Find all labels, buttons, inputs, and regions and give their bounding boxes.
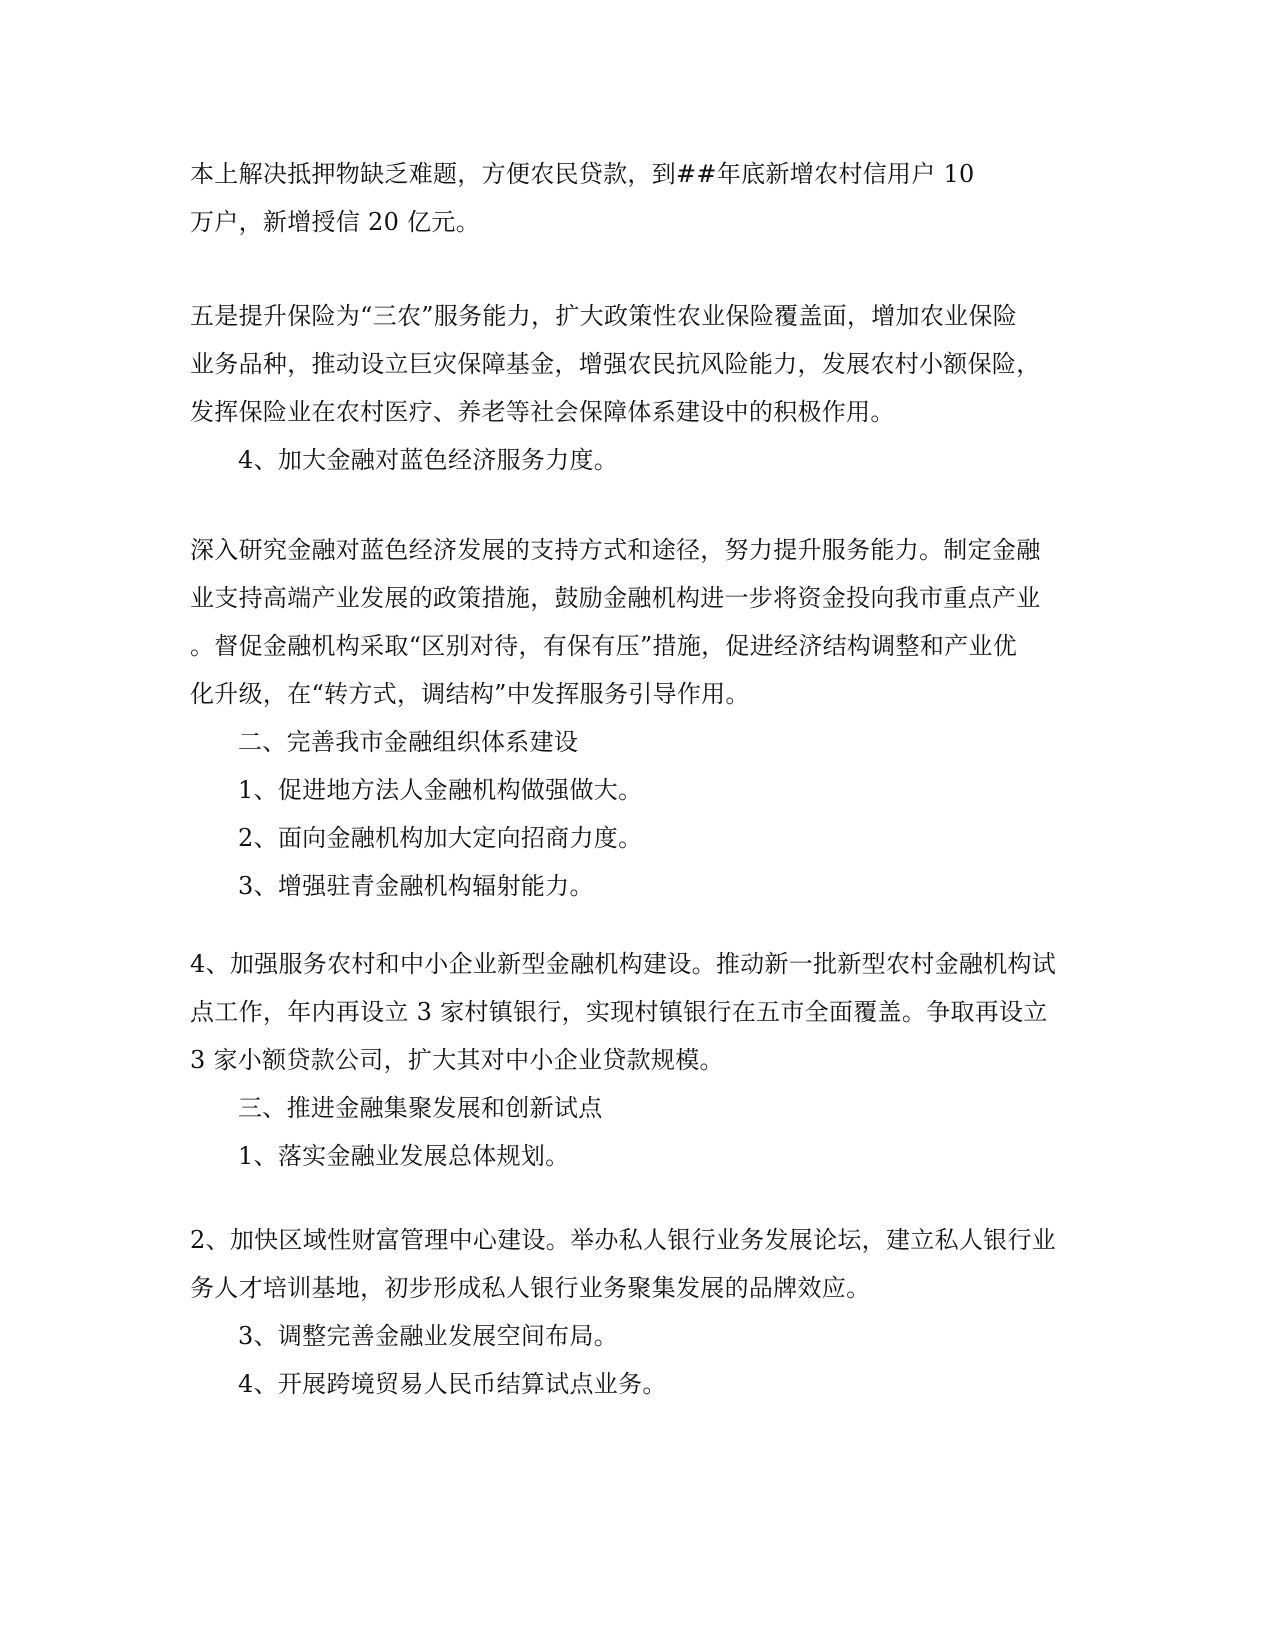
paragraph-wealth-management bbox=[190, 1216, 1090, 1408]
text-line: 万户，新增授信 20 亿元。 bbox=[190, 208, 480, 236]
section-heading: 二、完善我市金融组织体系建设 bbox=[238, 728, 579, 756]
text-line: 业务品种，推动设立巨灾保障基金，增强农民抗风险能力，发展农村小额保险， bbox=[190, 350, 1041, 378]
text-line: 五是提升保险为“三农”服务能力，扩大政策性农业保险覆盖面，增加农业保险 bbox=[190, 302, 1018, 330]
text-line: 点工作，年内再设立 3 家村镇银行，实现村镇银行在五市全面覆盖。争取再设立 bbox=[190, 998, 1048, 1026]
paragraph-blue-economy bbox=[190, 526, 1090, 910]
text-line: 务人才培训基地，初步形成私人银行业务聚集发展的品牌效应。 bbox=[190, 1274, 871, 1302]
text-line: 业支持高端产业发展的政策措施，鼓励金融机构进一步将资金投向我市重点产业 bbox=[190, 584, 1041, 612]
list-item: 2、面向金融机构加大定向招商力度。 bbox=[238, 824, 643, 852]
list-item: 4、加大金融对蓝色经济服务力度。 bbox=[238, 446, 619, 474]
list-item: 4、开展跨境贸易人民币结算试点业务。 bbox=[238, 1370, 667, 1398]
text-line: 2、加快区域性财富管理中心建设。举办私人银行业务发展论坛，建立私人银行业 bbox=[190, 1226, 1057, 1254]
list-item: 1、落实金融业发展总体规划。 bbox=[238, 1142, 570, 1170]
paragraph-credit-users bbox=[190, 150, 1090, 246]
list-item: 3、增强驻青金融机构辐射能力。 bbox=[238, 872, 594, 900]
list-item: 3、调整完善金融业发展空间布局。 bbox=[238, 1322, 619, 1350]
paragraph-new-institutions bbox=[190, 940, 1090, 1180]
text-line: 发挥保险业在农村医疗、养老等社会保障体系建设中的积极作用。 bbox=[190, 398, 895, 426]
section-heading: 三、推进金融集聚发展和创新试点 bbox=[238, 1094, 603, 1122]
text-line: 3 家小额贷款公司，扩大其对中小企业贷款规模。 bbox=[190, 1046, 724, 1074]
list-item: 1、促进地方法人金融机构做强做大。 bbox=[238, 776, 643, 804]
text-line: 4、加强服务农村和中小企业新型金融机构建设。推动新一批新型农村金融机构试 bbox=[190, 950, 1057, 978]
text-line: 本上解决抵押物缺乏难题，方便农民贷款，到##年底新增农村信用户 10 bbox=[190, 160, 975, 188]
text-line: 深入研究金融对蓝色经济发展的支持方式和途径，努力提升服务能力。制定金融 bbox=[190, 536, 1041, 564]
paragraph-insurance bbox=[190, 292, 1090, 484]
text-line: 化升级，在“转方式，调结构”中发挥服务引导作用。 bbox=[190, 680, 750, 708]
text-line: 。督促金融机构采取“区别对待，有保有压”措施，促进经济结构调整和产业优 bbox=[190, 632, 1018, 660]
